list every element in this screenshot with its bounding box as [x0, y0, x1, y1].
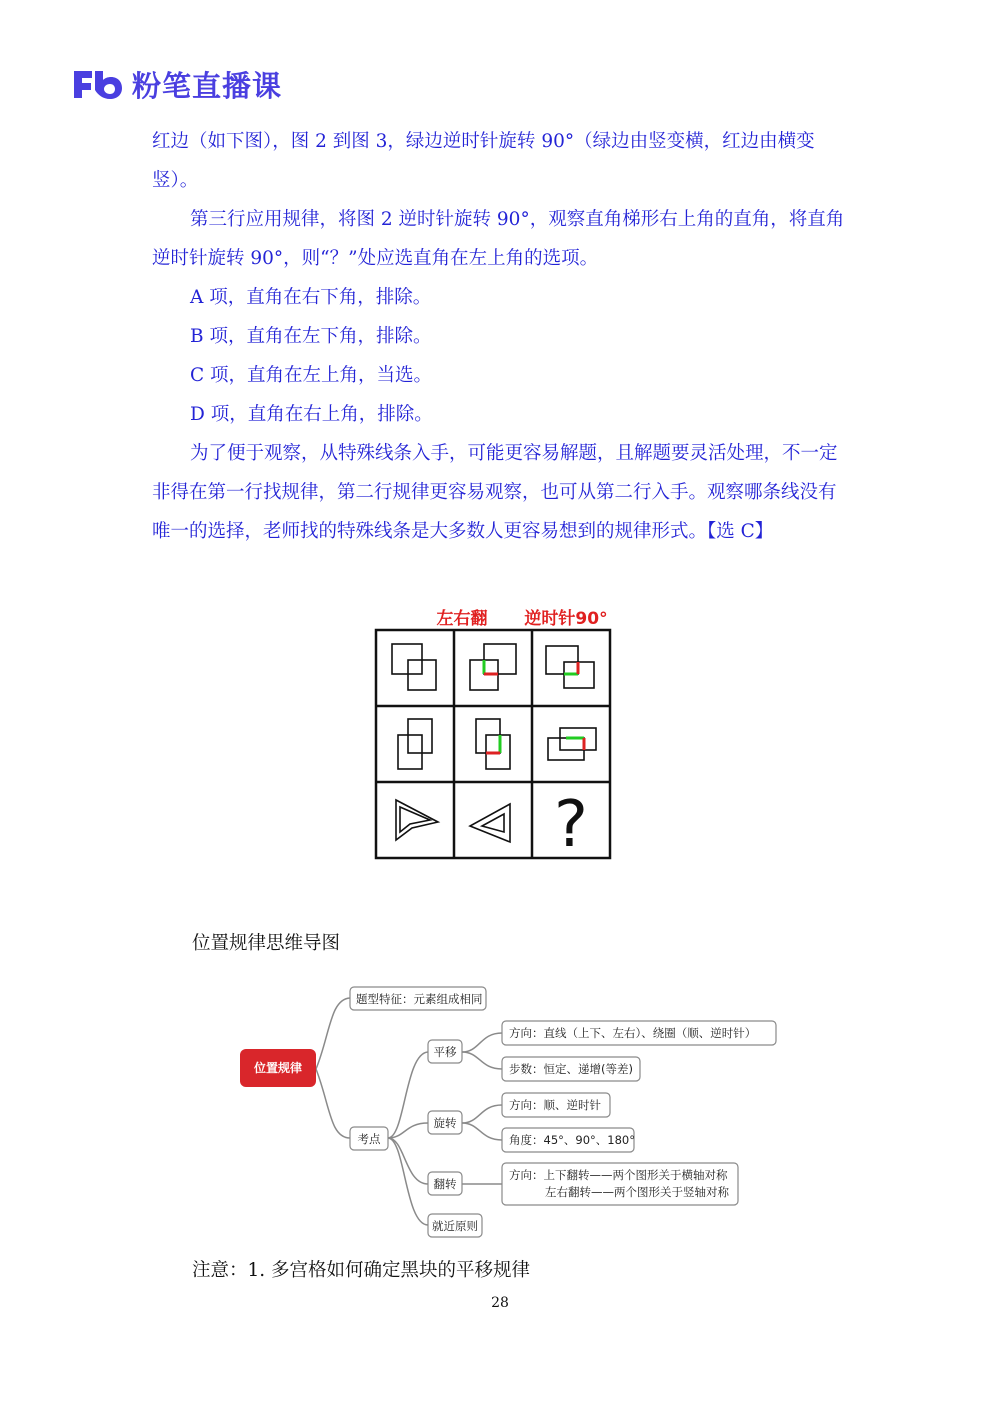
node-pingyi: 平移: [433, 1045, 457, 1059]
cell-r1c2: [470, 644, 516, 690]
option-c-text: C 项，直角在左上角，当选。: [190, 365, 433, 386]
node-jiujin: 就近原则: [432, 1219, 478, 1233]
cell-r2c3: [548, 728, 596, 760]
paragraph-1: 红边（如下图），图 2 到图 3，绿边逆时针旋转 90°（绿边由竖变横，红边由横变竖）。: [152, 131, 815, 191]
mindmap-svg: [230, 975, 790, 1245]
explanation-block: [152, 122, 852, 551]
paragraph-summary: 为了便于观察，从特殊线条入手，可能更容易解题，且解题要灵活处理，不一定非得在第一行找规律，第二行规律更容易观察，也可从第二行入手。观察哪条线没有唯一的选择，老师找的特殊线条是大多数人更容易想到的规律形式。【选 C】: [152, 443, 838, 542]
node-kaodian: 考点: [357, 1132, 381, 1146]
node-pingyi-dir: 方向：直线（上下、左右）、绕圈（顺、逆时针）: [509, 1026, 757, 1040]
node-fanzhuan: 翻转: [433, 1177, 457, 1191]
node-feature: 题型特征：元素组成相同: [356, 992, 483, 1006]
node-xuanzhuan-angle: 角度：45°、90°、180°: [509, 1133, 635, 1147]
node-fanzhuan-dir2: 左右翻转——两个图形关于竖轴对称: [545, 1185, 729, 1199]
node-pingyi-step: 步数：恒定、递增(等差): [509, 1062, 633, 1076]
fb-logo-icon: [72, 67, 124, 101]
cell-r3c2: [470, 804, 510, 842]
page-number: 28: [491, 1295, 509, 1311]
question-mark: ?: [554, 788, 588, 860]
cell-r1c3: [546, 646, 594, 688]
mindmap-connectors: [316, 998, 502, 1225]
label-left-right-flip: 左右翻: [436, 609, 488, 629]
cell-r2c2: [476, 719, 510, 769]
brand-name: 粉笔直播课: [132, 68, 283, 103]
cell-r1c1: [392, 644, 436, 690]
option-b-text: B 项，直角在左下角，排除。: [190, 326, 432, 347]
mindmap-root: 位置规律: [253, 1061, 303, 1075]
figure-grid-svg: [374, 604, 612, 860]
figure-grid: [374, 604, 612, 860]
paragraph-2: 第三行应用规律，将图 2 逆时针旋转 90°，观察直角梯形右上角的直角，将直角逆时针旋转 90°，则“？”处应选直角在左上角的选项。: [152, 209, 845, 269]
mindmap: [230, 975, 790, 1245]
label-counterclockwise-90: 逆时针90°: [524, 609, 608, 629]
option-d-text: D 项，直角在右上角，排除。: [190, 404, 433, 425]
mindmap-heading: 位置规律思维导图: [192, 933, 341, 954]
note-text: 注意：1. 多宫格如何确定黑块的平移规律: [192, 1260, 531, 1281]
brand-logo: [72, 66, 282, 102]
cell-r3c1: [396, 800, 438, 840]
node-xuanzhuan: 旋转: [433, 1116, 457, 1130]
node-fanzhuan-dir1: 方向：上下翻转——两个图形关于横轴对称: [509, 1168, 728, 1182]
node-xuanzhuan-dir: 方向：顺、逆时针: [509, 1098, 601, 1112]
option-a-text: A 项，直角在右下角，排除。: [190, 287, 432, 308]
cell-r2c1: [398, 719, 432, 769]
